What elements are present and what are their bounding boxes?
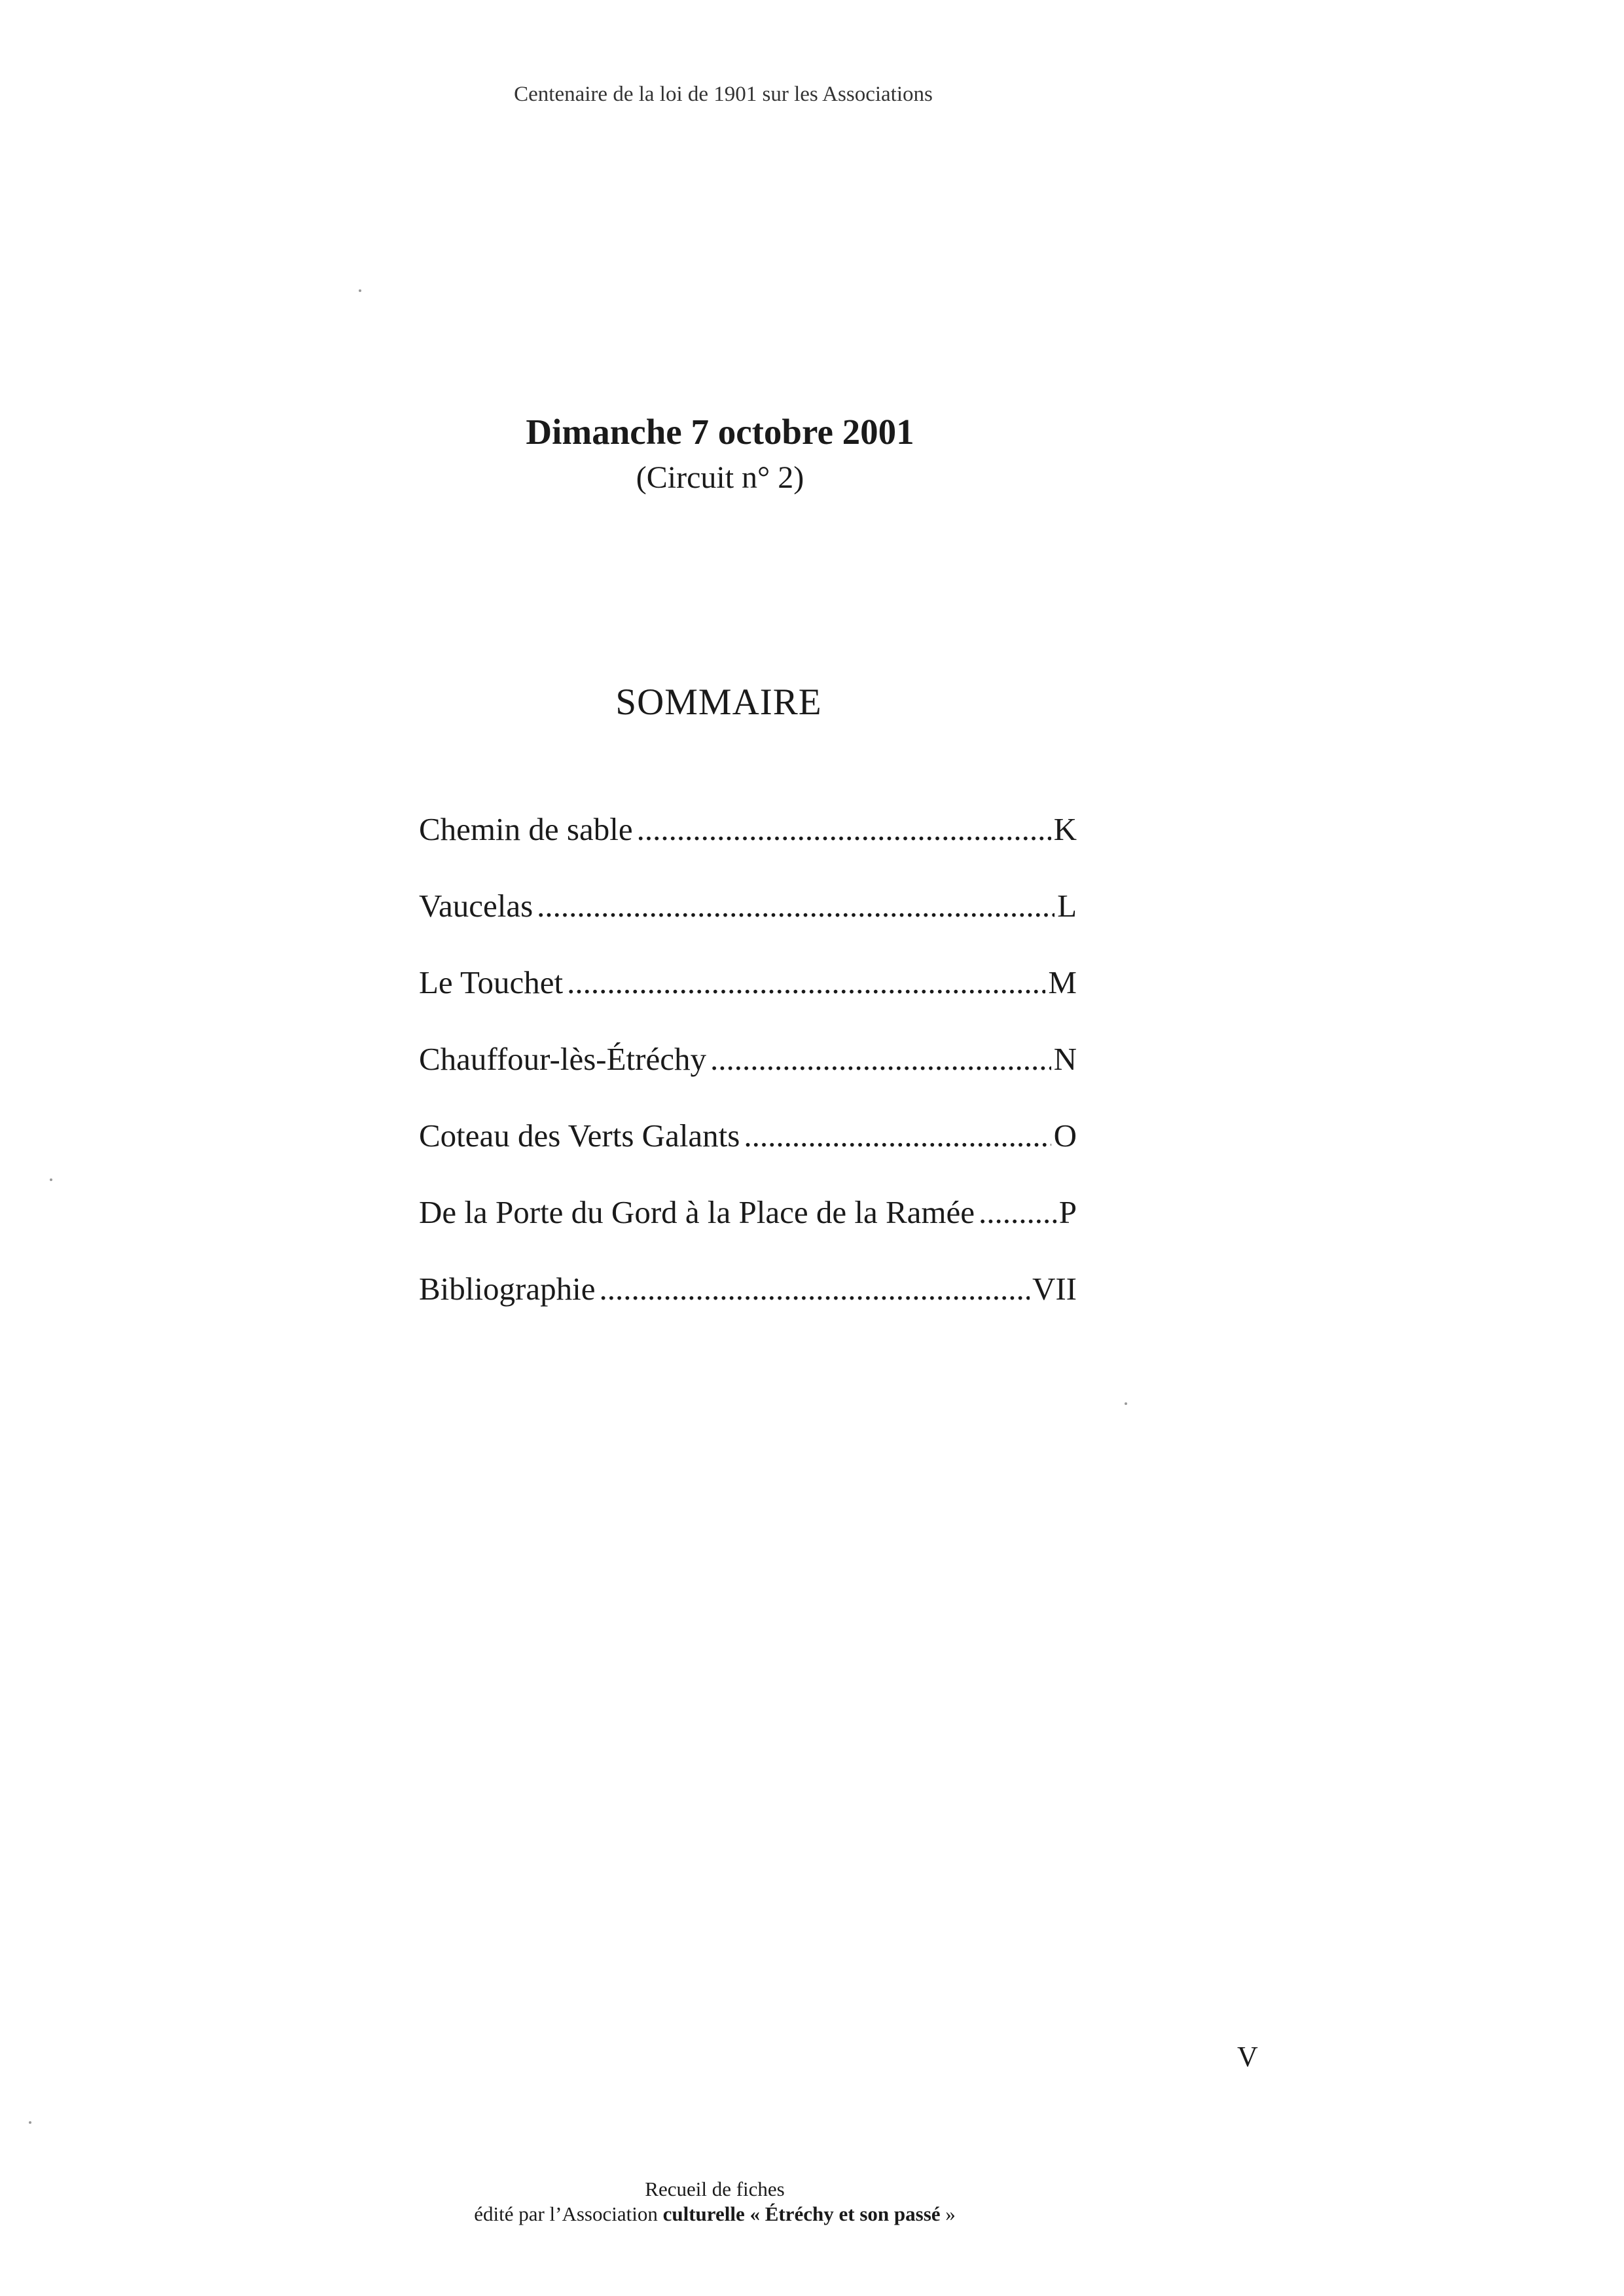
toc-leader-dots [599, 1270, 1030, 1307]
table-of-contents [419, 811, 1077, 1347]
sommaire-heading: SOMMAIRE [615, 682, 822, 723]
toc-leader-dots [744, 1117, 1051, 1154]
toc-entry [419, 887, 1077, 964]
toc-entry [419, 1040, 1077, 1117]
toc-entry-label: Le Touchet [419, 964, 564, 1000]
toc-leader-dots [537, 887, 1055, 924]
toc-leader-dots [979, 1194, 1056, 1231]
toc-entry [419, 1117, 1077, 1194]
page-subtitle: (Circuit n° 2) [636, 460, 804, 495]
toc-leader-dots [637, 811, 1051, 848]
running-header: Centenaire de la loi de 1901 sur les Associations [514, 82, 933, 106]
toc-entry [419, 1194, 1077, 1270]
toc-entry-page: K [1053, 811, 1077, 847]
toc-entry-label: Vaucelas [419, 888, 533, 924]
footer-line-1: Recueil de fiches [645, 2178, 785, 2200]
page-number: V [1237, 2041, 1258, 2073]
toc-entry-page: L [1057, 888, 1077, 924]
scan-speck [29, 2121, 31, 2124]
scan-speck [359, 289, 361, 292]
footer-association-name: culturelle « Étréchy et son passé [662, 2202, 941, 2225]
toc-leader-dots [567, 964, 1045, 1001]
toc-entry [419, 1270, 1077, 1347]
footer-line-2-prefix: édité par l’Association [474, 2202, 663, 2225]
toc-leader-dots [710, 1040, 1051, 1078]
toc-entry [419, 964, 1077, 1040]
toc-entry-page: VII [1032, 1271, 1077, 1307]
footer-line-2-suffix: » [940, 2202, 956, 2225]
scan-speck [50, 1178, 52, 1181]
toc-entry [419, 811, 1077, 887]
toc-entry-label: Chemin de sable [419, 811, 633, 847]
toc-entry-label: Bibliographie [419, 1271, 596, 1307]
toc-entry-label: De la Porte du Gord à la Place de la Ramée [419, 1194, 975, 1230]
toc-entry-page: O [1053, 1118, 1077, 1154]
toc-entry-page: N [1053, 1041, 1077, 1077]
toc-entry-page: M [1048, 964, 1077, 1000]
scan-speck [1125, 1402, 1127, 1405]
toc-entry-page: P [1058, 1194, 1077, 1230]
footer-line-2 [0, 2202, 1430, 2227]
footer [0, 2177, 1430, 2227]
toc-entry-label: Coteau des Verts Galants [419, 1118, 740, 1154]
toc-entry-label: Chauffour-lès-Étréchy [419, 1041, 706, 1077]
page-title: Dimanche 7 octobre 2001 [526, 412, 914, 452]
